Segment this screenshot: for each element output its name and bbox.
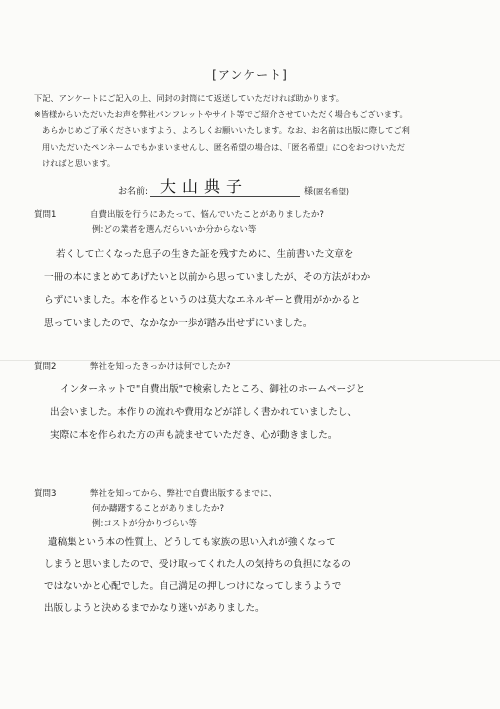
name-field[interactable] bbox=[150, 178, 300, 197]
answer-line: 実際に本を作られた方の声も読ませていただき、心が動きました。 bbox=[50, 430, 338, 441]
answer-line: 遺稿集という本の性質上、どうしても家族の思い入れが強くなって bbox=[48, 537, 336, 548]
question-number: 質問3 bbox=[34, 489, 57, 499]
page-title: [アンケート] bbox=[212, 68, 288, 82]
answer-line: らずにいました。本を作るというのは莫大なエネルギーと費用がかかると bbox=[44, 295, 361, 306]
answer-1 bbox=[44, 243, 484, 335]
name-label: お名前: bbox=[118, 187, 149, 197]
question-2 bbox=[34, 360, 231, 375]
anonymous-option[interactable]: (匿名希望) bbox=[313, 187, 349, 196]
name-suffix: 様 bbox=[304, 187, 314, 197]
answer-line: ではないかと心配でした。自己満足の押しつけになってしまうようで bbox=[44, 581, 342, 592]
intro-text bbox=[34, 90, 474, 171]
answer-line: 出版しようと決めるまでかなり迷いがありました。 bbox=[44, 603, 265, 614]
answer-line: 一冊の本にまとめてあげたいと以前から思っていましたが、その方法がわか bbox=[44, 272, 371, 283]
question-example: 例:コストが分かりづらい等 bbox=[92, 519, 197, 529]
question-1 bbox=[34, 208, 324, 238]
intro-line: 下記、アンケートにご記入の上、同封の封筒にて返送していただければ助かります。 bbox=[34, 93, 344, 103]
answer-line: 若くして亡くなった息子の生きた証を残すために、生前書いた文章を bbox=[56, 249, 354, 260]
answer-3 bbox=[44, 532, 484, 620]
question-text: 弊社を知ってから、弊社で自費出版するまでに、 bbox=[90, 489, 278, 499]
question-3 bbox=[34, 487, 277, 532]
answer-line: しまうと思いましたので、受け取ってくれた人の気持ちの負担になるの bbox=[44, 559, 351, 570]
intro-line: ※皆様からいただいたお声を弊社パンフレットやサイト等でご紹介させていただく場合もございます。 bbox=[34, 109, 408, 120]
answer-line: 出会いました。本作りの流れや費用などが詳しく書かれていましたし、 bbox=[50, 407, 357, 418]
intro-line: あらかじめご了承くださいますよう、よろしくお願いいたします。なお、お名前は出版に際してご利 bbox=[42, 125, 410, 136]
intro-line: ければと思います。 bbox=[42, 157, 116, 168]
question-number: 質問2 bbox=[34, 362, 57, 372]
name-row bbox=[118, 178, 349, 197]
question-text-continued: 何か躊躇することがありましたか? bbox=[92, 504, 225, 514]
question-text: 自費出版を行うにあたって、悩んでいたことがありましたか? bbox=[90, 210, 324, 220]
name-value: 大山典子 bbox=[160, 177, 249, 196]
answer-line: インターネットで"自費出版"で検索したところ、御社のホームページと bbox=[60, 384, 366, 395]
answer-line: 思っていましたので、なかなか一歩が踏み出せずにいました。 bbox=[44, 318, 313, 329]
question-example: 例:どの業者を選んだらいいか分からない等 bbox=[92, 225, 257, 235]
answer-2 bbox=[50, 378, 490, 447]
question-number: 質問1 bbox=[34, 210, 57, 220]
intro-line: 用いただいたペンネームでもかまいませんし、匿名希望の場合は、「匿名希望」に○をおつけいただ bbox=[42, 141, 405, 152]
question-text: 弊社を知ったきっかけは何でしたか? bbox=[90, 362, 231, 372]
